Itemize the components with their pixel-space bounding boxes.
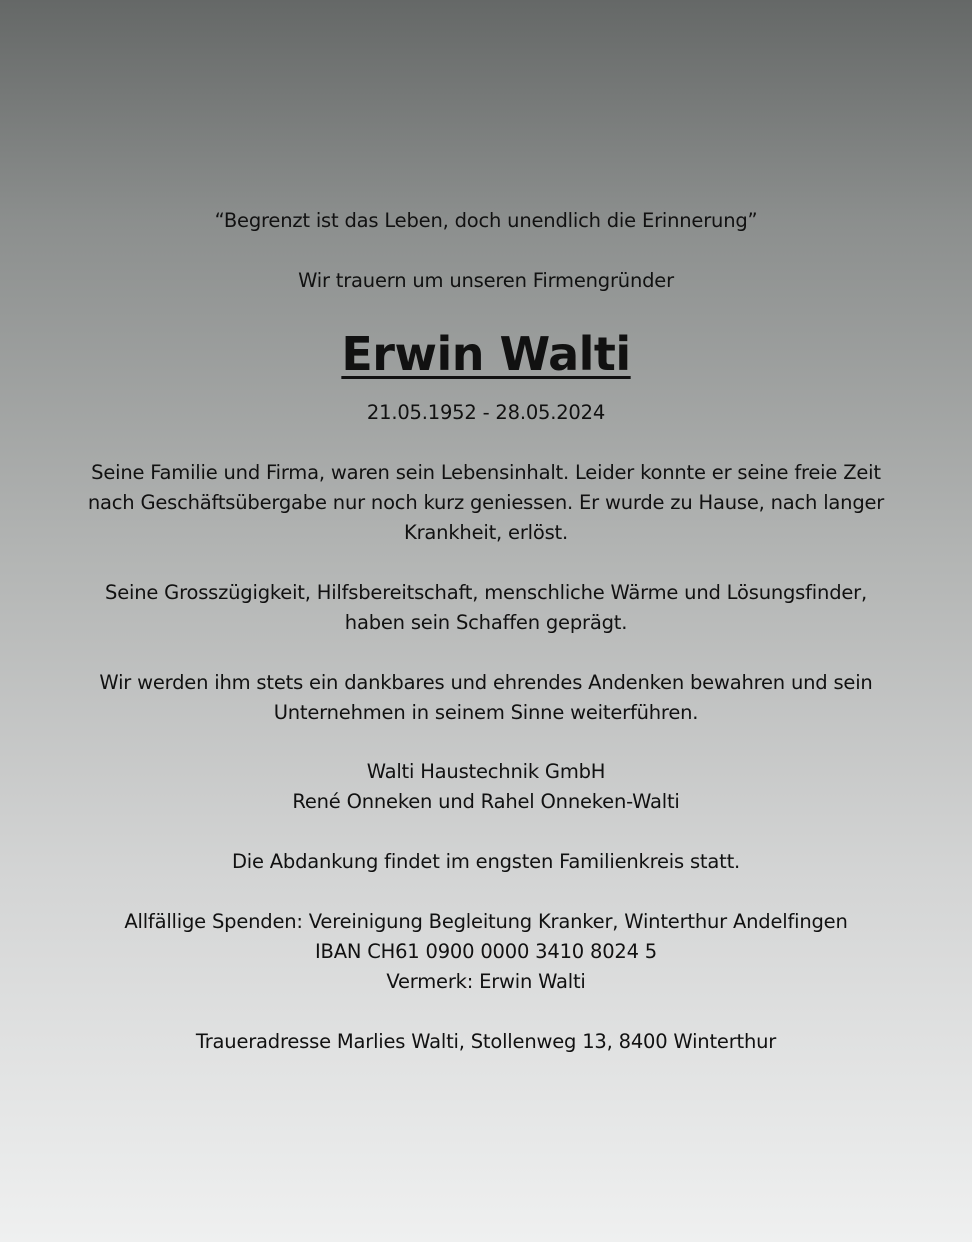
paragraph-1-line-1: Seine Familie und Firma, waren sein Lebensinhalt. Leider konnte er seine freie Zeit bbox=[91, 461, 881, 484]
paragraph-1-line-2: nach Geschäftsübergabe nur noch kurz geniessen. Er wurde zu Hause, nach langer bbox=[87, 491, 885, 514]
signature-names: René Onneken und Rahel Onneken-Walti bbox=[292, 790, 680, 813]
quote: “Begrenzt ist das Leben, doch unendlich die Erinnerung” bbox=[214, 209, 758, 232]
deceased-name bbox=[0, 324, 972, 384]
life-dates: 21.05.1952 - 28.05.2024 bbox=[366, 401, 606, 424]
funeral-info: Die Abdankung findet im engsten Familienkreis statt. bbox=[231, 850, 741, 873]
paragraph-3-line-2: Unternehmen in seinem Sinne weiterführen. bbox=[273, 701, 699, 724]
paragraph-2-line-1: Seine Grosszügigkeit, Hilfsbereitschaft, menschliche Wärme und Lösungsfinder, bbox=[105, 581, 867, 604]
paragraph-2-line-2: haben sein Schaffen geprägt. bbox=[344, 611, 628, 634]
deceased-name-text: Erwin Walti bbox=[341, 327, 631, 381]
intro-text: Wir trauern um unseren Firmengründer bbox=[298, 269, 674, 292]
mourning-address: Traueradresse Marlies Walti, Stollenweg 13, 8400 Winterthur bbox=[195, 1030, 777, 1053]
donations-iban: IBAN CH61 0900 0000 3410 8024 5 bbox=[314, 940, 658, 963]
signature-company: Walti Haustechnik GmbH bbox=[366, 760, 606, 783]
paragraph-1-line-3: Krankheit, erlöst. bbox=[404, 521, 568, 544]
donations-line: Allfällige Spenden: Vereinigung Begleitung Kranker, Winterthur Andelfingen bbox=[124, 910, 848, 933]
donations-note: Vermerk: Erwin Walti bbox=[386, 970, 586, 993]
paragraph-3-line-1: Wir werden ihm stets ein dankbares und ehrendes Andenken bewahren und sein bbox=[99, 671, 873, 694]
